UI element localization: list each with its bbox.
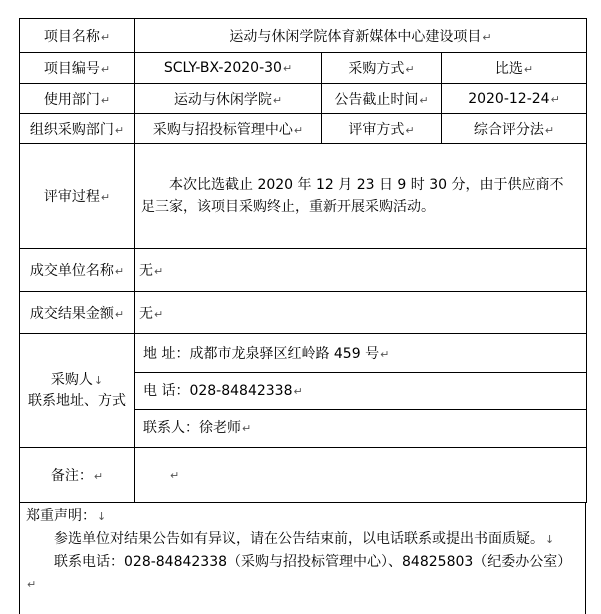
buyer-contact <box>135 334 587 448</box>
declaration-title: 郑重声明：↓ <box>26 508 107 524</box>
method-value: 比选↵ <box>442 53 587 84</box>
declaration <box>19 503 586 614</box>
process-label: 评审过程↵ <box>20 144 135 249</box>
org-label: 组织采购部门↵ <box>20 114 135 144</box>
dept-value: 运动与休闲学院↵ <box>135 84 322 114</box>
project-no-label: 项目编号↵ <box>20 53 135 84</box>
project-name-label: 项目名称↵ <box>20 19 135 53</box>
eval-label: 评审方式↵ <box>322 114 442 144</box>
dept-label: 使用部门↵ <box>20 84 135 114</box>
buyer-contact-person: 联系人：徐老师↵ <box>143 419 252 436</box>
remark-value: ↵ <box>135 448 587 503</box>
declaration-line-1: 参选单位对结果公告如有异议，请在公告结束前，以电话联系或提出书面质疑。↓ <box>54 531 555 547</box>
declaration-line-2: 联系电话：028-84842338（采购与招投标管理中心）、84825803（纪委办公室）↵ <box>27 554 572 591</box>
winner-label: 成交单位名称↵ <box>20 249 135 292</box>
buyer-label: 采购人↓ 联系地址、方式 <box>20 334 135 448</box>
result-table <box>19 18 587 503</box>
deadline-value: 2020-12-24↵ <box>442 84 587 114</box>
project-name-value: 运动与休闲学院体育新媒体中心建设项目↵ <box>135 19 587 53</box>
amount-value: 无↵ <box>135 292 587 334</box>
remark-label: 备注：↵ <box>20 448 135 503</box>
project-no-value: SCLY-BX-2020-30↵ <box>135 53 322 84</box>
process-text: 本次比选截止 2020 年 12 月 23 日 9 时 30 分，由于供应商不足三家，该项目采购终止，重新开展采购活动。 <box>135 144 587 249</box>
buyer-phone: 电 话：028-84842338↵ <box>135 373 586 410</box>
buyer-address: 地 址：成都市龙泉驿区红岭路 459 号↵ <box>135 336 586 373</box>
amount-label: 成交结果金额↵ <box>20 292 135 334</box>
method-label: 采购方式↵ <box>322 53 442 84</box>
winner-value: 无↵ <box>135 249 587 292</box>
eval-value: 综合评分法↵ <box>442 114 587 144</box>
deadline-label: 公告截止时间↵ <box>322 84 442 114</box>
org-value: 采购与招投标管理中心↵ <box>135 114 322 144</box>
